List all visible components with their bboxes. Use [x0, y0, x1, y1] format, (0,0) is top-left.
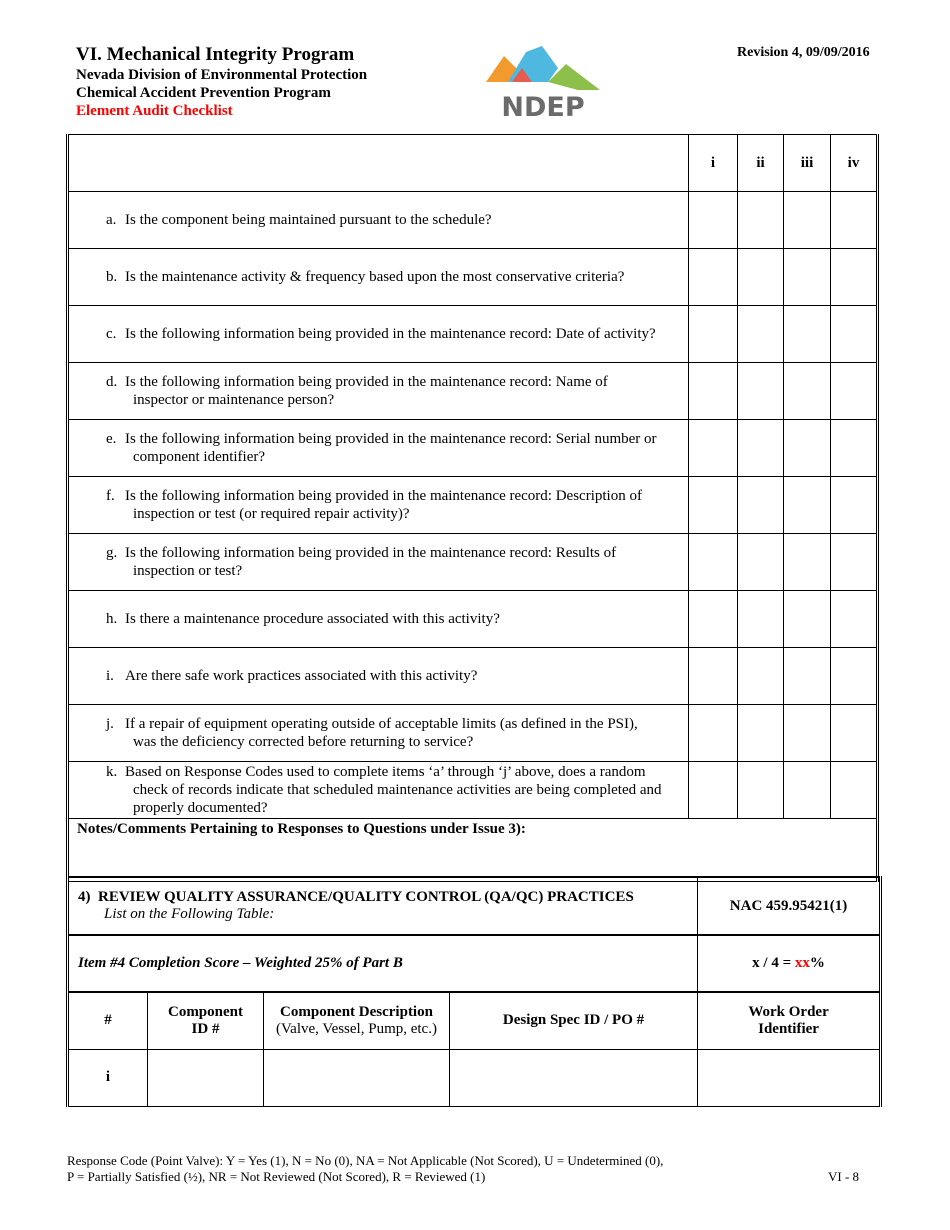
page-number: VI - 8: [828, 1169, 860, 1184]
component-desc-header: [264, 992, 450, 1049]
component-desc-cell[interactable]: [264, 1049, 450, 1106]
question-letter: i.: [106, 668, 114, 684]
response-cell-iii[interactable]: [784, 420, 831, 477]
response-cell-iii[interactable]: [784, 363, 831, 420]
score-prefix: x / 4 =: [752, 955, 795, 971]
response-cell-iii[interactable]: [784, 249, 831, 306]
response-cell-iv[interactable]: [831, 363, 878, 420]
question-text-cell: [68, 705, 689, 762]
section-4-subtitle: List on the Following Table:: [104, 906, 275, 922]
response-cell-i[interactable]: [689, 648, 738, 705]
header-blank-cell: [68, 135, 689, 192]
question-row: [68, 591, 878, 648]
question-text-cell: [68, 192, 689, 249]
score-value: xx: [794, 955, 810, 971]
response-cell-ii[interactable]: [738, 477, 784, 534]
question-text-line: If a repair of equipment operating outside of acceptable limits (as defined in the PSI),: [125, 716, 638, 732]
question-text-line: was the deficiency corrected before returning to service?: [133, 734, 474, 750]
response-cell-i[interactable]: [689, 534, 738, 591]
response-cell-ii[interactable]: [738, 705, 784, 762]
question-row: [68, 192, 878, 249]
nac-reference: NAC 459.95421(1): [698, 877, 881, 935]
response-cell-iv[interactable]: [831, 705, 878, 762]
response-cell-i[interactable]: [689, 306, 738, 363]
revision-label: Revision 4, 09/09/2016: [737, 45, 870, 60]
score-cell[interactable]: [698, 935, 881, 992]
question-text-line: Is the following information being provided in the maintenance record: Name of: [125, 374, 608, 390]
section-4-title: REVIEW QUALITY ASSURANCE/QUALITY CONTROL (QA/QC) PRACTICES: [98, 889, 634, 905]
question-text-cell: [68, 249, 689, 306]
response-cell-iv[interactable]: [831, 762, 878, 819]
notes-cell[interactable]: [68, 819, 878, 882]
question-text-line: check of records indicate that scheduled maintenance activities are being completed and: [133, 782, 662, 798]
component-id-header: Component ID #: [148, 992, 264, 1049]
response-cell-iv[interactable]: [831, 192, 878, 249]
section-4-number: 4): [78, 889, 91, 905]
question-text-line: properly documented?: [133, 800, 268, 816]
response-cell-iii[interactable]: [784, 192, 831, 249]
response-cell-iv[interactable]: [831, 648, 878, 705]
response-cell-ii[interactable]: [738, 420, 784, 477]
checklist-label: Element Audit Checklist: [76, 103, 233, 119]
response-cell-iii[interactable]: [784, 306, 831, 363]
section-4-title-cell: [68, 877, 698, 935]
response-cell-iv[interactable]: [831, 534, 878, 591]
section-4-header-row: [68, 877, 881, 935]
org-name: Nevada Division of Environmental Protection: [76, 67, 368, 83]
question-text-line: Based on Response Codes used to complete items ‘a’ through ‘j’ above, does a random: [125, 764, 646, 780]
program-name: Chemical Accident Prevention Program: [76, 85, 331, 101]
response-code-legend: [67, 1153, 663, 1185]
component-row-label: i: [68, 1049, 148, 1106]
notes-row: [68, 819, 878, 882]
response-cell-iv[interactable]: [831, 420, 878, 477]
score-suffix: %: [809, 955, 825, 971]
question-text-line: Is the following information being provided in the maintenance record: Date of activity?: [125, 326, 656, 342]
section-4-table: [66, 876, 882, 1107]
response-cell-i[interactable]: [689, 249, 738, 306]
component-desc-examples: (Valve, Vessel, Pump, etc.): [276, 1020, 437, 1037]
work-order-header: Work Order Identifier: [698, 992, 881, 1049]
question-text-cell: [68, 534, 689, 591]
num-header: #: [68, 992, 148, 1049]
col-header-ii: ii: [738, 135, 784, 192]
question-row: [68, 648, 878, 705]
page-title: VI. Mechanical Integrity Program: [76, 44, 355, 65]
response-cell-ii[interactable]: [738, 306, 784, 363]
question-row: [68, 363, 878, 420]
checklist-table: [66, 134, 879, 882]
response-cell-iii[interactable]: [784, 648, 831, 705]
response-cell-iv[interactable]: [831, 249, 878, 306]
component-id-cell[interactable]: [148, 1049, 264, 1106]
response-cell-ii[interactable]: [738, 591, 784, 648]
question-text-cell: [68, 648, 689, 705]
question-text-cell: [68, 363, 689, 420]
response-cell-i[interactable]: [689, 705, 738, 762]
question-row: [68, 477, 878, 534]
response-cell-i[interactable]: [689, 762, 738, 819]
logo-text: NDEP: [501, 92, 585, 120]
response-cell-i[interactable]: [689, 477, 738, 534]
col-header-iii: iii: [784, 135, 831, 192]
question-letter: j.: [106, 716, 114, 732]
response-cell-i[interactable]: [689, 591, 738, 648]
question-text-line: Is the following information being provided in the maintenance record: Serial number or: [125, 431, 657, 447]
component-header-row: [68, 992, 881, 1049]
question-text-cell: [68, 306, 689, 363]
question-letter: f.: [106, 488, 115, 504]
component-row: [68, 1049, 881, 1106]
question-letter: h.: [106, 611, 118, 627]
question-text-line: Is the maintenance activity & frequency based upon the most conservative criteria?: [125, 269, 625, 285]
question-text-line: inspector or maintenance person?: [133, 392, 335, 408]
response-cell-iii[interactable]: [784, 591, 831, 648]
question-text-cell: [68, 420, 689, 477]
work-order-cell[interactable]: [698, 1049, 881, 1106]
response-cell-ii[interactable]: [738, 762, 784, 819]
legend-line-2: P = Partially Satisfied (½), NR = Not Reviewed (Not Scored), R = Reviewed (1): [67, 1169, 486, 1184]
response-cell-ii[interactable]: [738, 534, 784, 591]
question-text-cell: [68, 762, 689, 819]
response-cell-i[interactable]: [689, 192, 738, 249]
legend-line-1: Response Code (Point Valve): Y = Yes (1), N = No (0), NA = Not Applicable (Not Scored), U = Undetermined (0),: [67, 1153, 664, 1168]
question-text-line: Are there safe work practices associated with this activity?: [125, 668, 478, 684]
response-cell-i[interactable]: [689, 363, 738, 420]
question-text-line: inspection or test (or required repair activity)?: [133, 506, 410, 522]
question-row: [68, 420, 878, 477]
question-text-line: Is there a maintenance procedure associated with this activity?: [125, 611, 500, 627]
response-cell-iii[interactable]: [784, 762, 831, 819]
response-cell-ii[interactable]: [738, 192, 784, 249]
question-letter: k.: [106, 764, 118, 780]
response-cell-ii[interactable]: [738, 249, 784, 306]
response-cell-ii[interactable]: [738, 363, 784, 420]
notes-label: Notes/Comments Pertaining to Responses to Questions under Issue 3):: [77, 821, 526, 837]
question-row: [68, 534, 878, 591]
question-letter: c.: [106, 326, 117, 342]
question-letter: g.: [106, 545, 118, 561]
response-cell-iii[interactable]: [784, 534, 831, 591]
response-cell-iv[interactable]: [831, 591, 878, 648]
col-header-i: i: [689, 135, 738, 192]
question-row: [68, 705, 878, 762]
question-text-line: Is the following information being provided in the maintenance record: Results of: [125, 545, 617, 561]
response-cell-iv[interactable]: [831, 306, 878, 363]
question-letter: d.: [106, 374, 118, 390]
col-header-iv: iv: [831, 135, 878, 192]
question-text-line: Is the following information being provided in the maintenance record: Description of: [125, 488, 642, 504]
response-cell-ii[interactable]: [738, 648, 784, 705]
question-letter: a.: [106, 212, 117, 228]
question-letter: b.: [106, 269, 118, 285]
header-row: [68, 135, 878, 192]
score-row: [68, 935, 881, 992]
response-cell-iii[interactable]: [784, 705, 831, 762]
question-row: [68, 762, 878, 819]
question-text-cell: [68, 477, 689, 534]
response-cell-i[interactable]: [689, 420, 738, 477]
component-desc-title: Component Description: [280, 1003, 433, 1020]
question-text-line: inspection or test?: [133, 563, 243, 579]
question-letter: e.: [106, 431, 117, 447]
ndep-logo: [482, 42, 604, 120]
design-spec-header: Design Spec ID / PO #: [450, 992, 698, 1049]
response-cell-iv[interactable]: [831, 477, 878, 534]
question-text-line: component identifier?: [133, 449, 266, 465]
score-label: Item #4 Completion Score – Weighted 25% of Part B: [68, 935, 698, 992]
question-row: [68, 306, 878, 363]
document-header: [76, 44, 367, 120]
question-row: [68, 249, 878, 306]
question-text-line: Is the component being maintained pursuant to the schedule?: [125, 212, 492, 228]
design-spec-cell[interactable]: [450, 1049, 698, 1106]
question-text-cell: [68, 591, 689, 648]
response-cell-iii[interactable]: [784, 477, 831, 534]
